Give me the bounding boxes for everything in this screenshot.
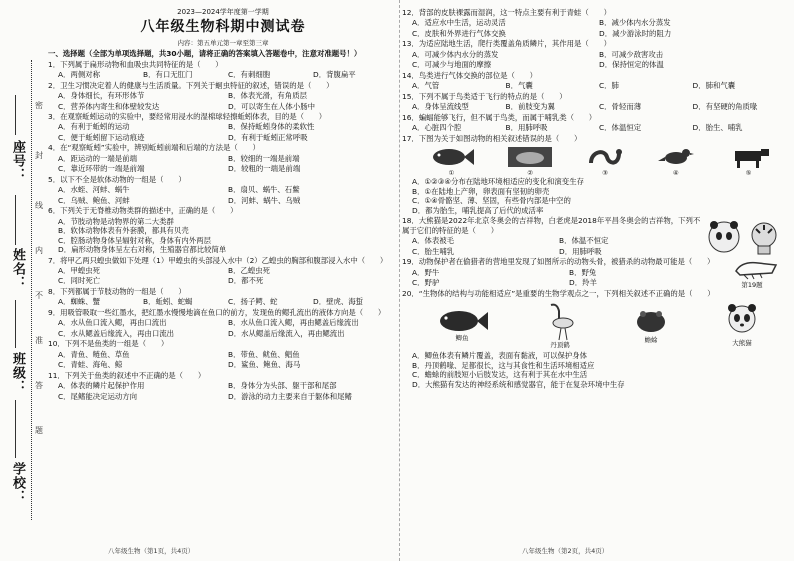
- option-row: [48, 185, 398, 194]
- q19-options: [402, 268, 726, 277]
- q18-block: [402, 216, 786, 257]
- option-row: [48, 196, 398, 205]
- option-row: [48, 122, 398, 131]
- option: A．甲蝗虫死: [58, 266, 101, 276]
- option: D．羚羊: [569, 278, 597, 288]
- tiger-mascot-icon: [746, 219, 782, 255]
- option: C．肺: [599, 81, 619, 91]
- option: B．丹顶鹤喙、足都很长，这与其食性和生活环境相适应: [412, 360, 595, 370]
- giant-panda-icon: [725, 303, 759, 339]
- option: A．身体细长，有环形体节: [58, 91, 145, 101]
- page-footer: 八年级生物（第2页，共4页）: [522, 546, 609, 555]
- option: B．蚯蚓、蛇蝎: [143, 297, 193, 307]
- snake-icon: [585, 145, 625, 169]
- option: B．用肺呼吸: [505, 123, 548, 133]
- option-row: [402, 50, 786, 59]
- school-line: [15, 400, 16, 458]
- toad-icon: [631, 306, 671, 336]
- seat-line: [15, 95, 16, 135]
- option: A．鲫鱼体表有鳞片覆盖，表面有黏液，可以保护身体: [412, 351, 588, 361]
- option: C．靠近环带的一端是前端: [58, 164, 145, 174]
- option: B．扇贝、蜗牛、石鳖: [228, 185, 300, 195]
- q17-label: ⑤: [745, 169, 752, 178]
- seal-char: 准: [35, 336, 43, 345]
- option: B．有口无肛门: [143, 70, 193, 80]
- option: A．体表的鳞片起保护作用: [58, 381, 145, 391]
- seal-char: 线: [35, 201, 43, 210]
- q20-options: [402, 351, 786, 389]
- option: A．野牛: [412, 267, 440, 277]
- question-stem: 15．下列不属于鸟类适于飞行的特点的是（ ）: [402, 91, 567, 101]
- option: D．壁虎、海蜇: [313, 297, 364, 307]
- q18-options: [402, 236, 706, 245]
- option-row: [48, 102, 398, 111]
- name-line: [15, 195, 16, 245]
- q20-stem: 20．“生物体的结构与功能相适应”是重要的生物学观点之一，下列相关叙述不正确的是（ ）: [402, 289, 715, 299]
- question-stem: 17．下图为关于如图动物的相关叙述错误的是（ ）: [402, 133, 582, 143]
- option: A．身体呈流线型: [412, 102, 469, 112]
- option: A．节肢动物是动物界的第二大类群: [58, 216, 174, 226]
- animal-label: 丹顶鹤: [550, 340, 570, 349]
- option: C．尾鳍能决定运动方向: [58, 391, 138, 401]
- school-label: 学校：: [10, 462, 25, 504]
- option: A．水从鱼口流入鳃，再由口流出: [58, 318, 167, 328]
- animal-label: 鲫鱼: [455, 333, 469, 342]
- option: D．有坚硬的角质喙: [692, 102, 758, 112]
- question-list: [48, 60, 398, 401]
- option: D．都为胎生，哺乳提高了后代的成活率: [412, 205, 544, 215]
- option: C．骨轻而薄: [599, 102, 642, 112]
- option-row: [48, 70, 398, 79]
- option-row: [402, 123, 786, 132]
- option: C．营养体内寄生和体壁较发达: [58, 101, 160, 111]
- class-label: 班级：: [10, 352, 25, 394]
- option: C．同时死亡: [58, 276, 101, 286]
- option: A．可减少体内水分的蒸发: [412, 49, 499, 59]
- term-header: 2023—2024学年度第一学期: [177, 8, 269, 16]
- option: B．带鱼、鱿鱼、鲳鱼: [228, 349, 300, 359]
- option-row: [402, 18, 786, 27]
- question-stem: 1．下列属于扁形动物和血吸虫共同特征的是（ ）: [48, 59, 223, 69]
- question-stem: 16．蝙蝠能够飞行，但不属于鸟类，而属于哺乳类（ ）: [402, 112, 597, 122]
- crucian-carp-icon: [435, 308, 489, 334]
- option-row: [48, 133, 398, 142]
- question-stem: 13．为适应陆地生活，爬行类覆盖角质鳞片，其作用是（ ）: [402, 39, 611, 49]
- option: C．体温恒定: [599, 123, 642, 133]
- option: C．青蛙、海龟、鲸: [58, 360, 123, 370]
- option: A．青鱼、鲢鱼、草鱼: [58, 349, 130, 359]
- question-stem: 9．用吸管吸取一些红墨水，把红墨水慢慢地滴在鱼口的前方，发现鱼的鳃孔流出的液体方向是（ ）: [48, 307, 386, 317]
- option: D．河蚌、蜗牛、乌贼: [228, 195, 301, 205]
- question-stem: 2．卫生习惯决定着人的健康与生活质量。下列关于蛔虫特征的叙述，错误的是（ ）: [48, 80, 334, 90]
- option: C．胎生哺乳: [412, 246, 455, 256]
- option-row: [48, 318, 398, 327]
- question-stem: 7．将甲乙两只蝗虫做如下处理（1）甲蝗虫的头部浸入水中（2）乙蝗虫的胸部和腹部浸入水中（ ）: [48, 255, 388, 265]
- class-line: [15, 300, 16, 348]
- option: B．可减少敌害攻击: [599, 49, 664, 59]
- option-row: [48, 350, 398, 359]
- option-row: [402, 81, 786, 90]
- option: A．适应水中生活，运动灵活: [412, 18, 506, 28]
- option: B．气囊: [505, 81, 533, 91]
- q17-image: [506, 145, 554, 177]
- seal-char: 封: [35, 151, 43, 160]
- option: B．乙蝗虫死: [228, 266, 271, 276]
- q19-stem: 19．动物保护者在偷猎者的营地里发现了如图所示的动物头骨，被猎杀的动物最可能是（ ）: [402, 257, 715, 267]
- question-stem: 10．下列不是鱼类的一组是（ ）: [48, 339, 169, 349]
- option: D．保持恒定的体温: [599, 60, 664, 70]
- panda-mascot-icon: [706, 219, 742, 255]
- seal-line: [31, 60, 32, 520]
- option: C．水从鳃盖后缘流入，再由口流出: [58, 328, 175, 338]
- bird-icon: [656, 145, 696, 169]
- option: B．较细的一端是前端: [228, 153, 300, 163]
- option: D．用肺呼吸: [559, 246, 602, 256]
- option: A．距运动的一端是前端: [58, 153, 137, 163]
- question-stem: 14．鸟类进行气体交换的部位是（ ）: [402, 70, 538, 80]
- mascot-images: [706, 216, 786, 257]
- name-label: 姓名：: [10, 248, 25, 290]
- q19-block: [402, 257, 786, 289]
- question-stem: 11．下列关于鱼类的叙述中不正确的是（ ）: [48, 370, 206, 380]
- q17-label: ③: [602, 169, 608, 178]
- option: B．体温不恒定: [559, 236, 609, 246]
- option-row: [48, 276, 398, 285]
- option-row: [48, 297, 398, 306]
- skull-icon: [732, 257, 780, 281]
- option: B．身体分为头部、躯干部和尾部: [228, 381, 337, 391]
- option: C．蟾蜍的前肢短小后肢发达，这有利于其在水中生活: [412, 370, 588, 380]
- option-row: [402, 60, 786, 69]
- q17-image: [727, 145, 771, 177]
- option: A．两侧对称: [58, 70, 101, 80]
- option-row: [48, 91, 398, 100]
- option: B．前肢变为翼: [505, 102, 555, 112]
- option-row: [48, 360, 398, 369]
- option: A．体表被毛: [412, 236, 455, 246]
- option-row: [48, 154, 398, 163]
- option: D．较粗的一端是前端: [228, 164, 301, 174]
- option: D．鲨鱼、鲍鱼、海马: [228, 360, 301, 370]
- question-stem: 3．在观察蚯蚓运动的实验中，要经常用浸水的湿棉球轻擦蚯蚓体表，目的是（ ）: [48, 111, 327, 121]
- option-column: [48, 217, 398, 255]
- q19-figure: [726, 257, 786, 289]
- q17-image: [427, 145, 475, 177]
- q17-label: ②: [527, 169, 534, 178]
- q20-figure: [402, 301, 786, 349]
- option: C．野驴: [412, 278, 440, 288]
- question-stem: 8．下列都属于节肢动物的一组是（ ）: [48, 286, 186, 296]
- option: D．背腹扁平: [313, 70, 356, 80]
- option: A．蜘蛛、蟹: [58, 297, 101, 307]
- option: D．有利于蚯蚓正常呼吸: [228, 132, 308, 142]
- cow-icon: [727, 145, 771, 169]
- option-row: [402, 102, 786, 111]
- q20-image: [631, 306, 671, 344]
- option: D．大熊猫有发达的神经系统和感觉器官，能于在复杂环境中生存: [412, 379, 625, 389]
- q17-figure: [412, 145, 786, 177]
- option: C．扬子鳄、蛇: [228, 297, 278, 307]
- option-row: [48, 164, 398, 173]
- option: C．皮肤和外界进行气体交换: [412, 28, 506, 38]
- exam-title: 八年级生物科期中测试卷: [140, 18, 306, 35]
- q20-image: [435, 308, 489, 342]
- question-stem: 12．背部的皮肤裸露而湿润，这一特点主要有利于青蛙（ ）: [402, 8, 611, 17]
- seal-char: 题: [35, 426, 43, 435]
- q17-label: ①: [448, 169, 455, 178]
- option-row: [48, 329, 398, 338]
- option: C．乌贼、鲍鱼、河蚌: [58, 195, 130, 205]
- q20-image: [725, 303, 759, 347]
- question-stem: 4．在“观察蚯蚓”实验中，辨别蚯蚓前端和后端的方法是（ ）: [48, 143, 260, 153]
- question-stem: 6．下列关于无脊椎动物类群的描述中，正确的是（ ）: [48, 206, 238, 216]
- binding-margin: [0, 0, 46, 561]
- option: B．野兔: [569, 267, 597, 277]
- seal-char: 密: [35, 101, 43, 110]
- exam-scope: 内容：第五单元第一章至第三章: [177, 38, 269, 47]
- seal-char: 答: [35, 381, 43, 390]
- option: C．有刺细胞: [228, 70, 271, 80]
- option: B．水从鱼口流入鳃，再由鳃盖后缘流出: [228, 318, 359, 328]
- option: D．水从鳃盖后缘流入，再由鳃流出: [228, 328, 345, 338]
- option: B．软体动物体表有外套膜，都具有贝壳: [58, 226, 189, 236]
- fish-icon: [427, 145, 475, 169]
- option: A．①②③④分布在陆地环境相适应的变化和演变生存: [412, 177, 584, 187]
- q17-label: ④: [672, 169, 679, 178]
- section-heading: 一、选择题（全部为单项选择题，共30小题，请将正确的答案填入答题卷中，注意对准题号！）: [48, 49, 362, 59]
- q17-image: [585, 145, 625, 177]
- q18-options: [402, 247, 706, 256]
- page-2: [402, 0, 786, 561]
- q20-image: [543, 301, 577, 349]
- question-stem: 5．以下不全是软体动物的一组是（ ）: [48, 174, 186, 184]
- option-row: [402, 29, 786, 38]
- option: C．可减少与地面的摩擦: [412, 60, 492, 70]
- page-footer: 八年级生物（第1页，共4页）: [108, 546, 195, 555]
- q17-image: [656, 145, 696, 177]
- option: C．腔肠动物身体呈辐射对称，身体有内外两层: [58, 235, 211, 245]
- page-divider: [399, 0, 400, 561]
- option: A．有利于蚯蚓的运动: [58, 122, 130, 132]
- crane-icon: [543, 301, 577, 341]
- option: B．减少体内水分蒸发: [599, 18, 671, 28]
- seat-label: 座号：: [10, 140, 25, 182]
- option: A．气管: [412, 81, 440, 91]
- option: B．体表光滑，有角质层: [228, 91, 307, 101]
- seal-char: 内: [35, 246, 43, 255]
- option-row: [48, 381, 398, 390]
- option-row: [48, 392, 398, 401]
- option: D．减少游泳时的阻力: [599, 28, 672, 38]
- option-row: [48, 266, 398, 275]
- animal-label: 蟾蜍: [644, 335, 658, 344]
- option: A．水蛭、河蚌、蜗牛: [58, 185, 130, 195]
- option: B．①在陆地上产卵，卵表面有坚韧的卵壳: [412, 186, 550, 196]
- question-list: [402, 8, 786, 143]
- option: D．游泳的动力主要来自于躯体和尾鳍: [228, 391, 352, 401]
- option: C．便于蚯蚓留下运动痕迹: [58, 132, 145, 142]
- option: D．可以寄生在人体小肠中: [228, 101, 315, 111]
- animal-label: 大熊猫: [732, 338, 752, 347]
- option: D．胎生、哺乳: [692, 123, 743, 133]
- seal-char: 不: [35, 291, 43, 300]
- option: A．心脏四个腔: [412, 123, 462, 133]
- option: D．扁形动物身体呈左右对称，生殖器官都比较简单: [58, 245, 227, 255]
- option: C．①④骨骼坚、薄、坚固，有些骨内部是中空的: [412, 196, 571, 206]
- q17-options: [402, 177, 786, 215]
- option: D．肺和气囊: [692, 81, 736, 91]
- option: B．保持蚯蚓身体的柔软性: [228, 122, 315, 132]
- frog-icon: [506, 145, 554, 169]
- q19-options: [402, 278, 726, 287]
- page-1: [48, 0, 398, 561]
- option: D．都不死: [228, 276, 264, 286]
- figure-caption: 第19题: [741, 281, 763, 290]
- q18-stem: 18．大熊猫是2022年北京冬奥会的吉祥物，白老虎是2018年平昌冬奥会的吉祥物，下列不属于它们的特征的是（ ）: [402, 216, 701, 235]
